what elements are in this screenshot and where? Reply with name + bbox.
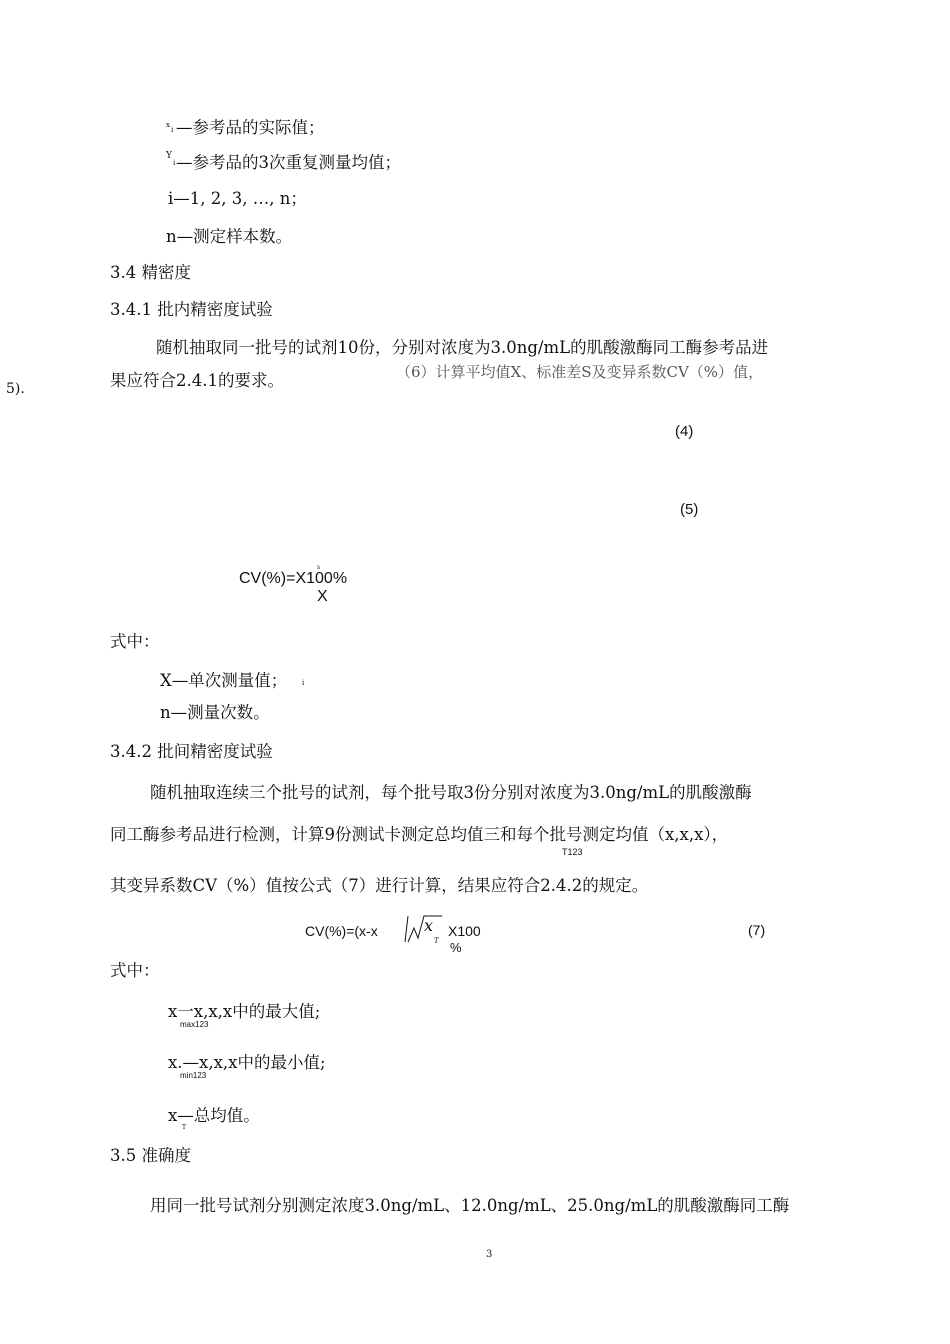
definition-x-min: x.—x,x,x中的最小值; — [168, 1053, 326, 1072]
equation-number-7: (7) — [748, 922, 766, 938]
definition-x-total-subscript: T — [182, 1124, 187, 1131]
paragraph-within-batch-line2b: （6）计算平均值X、标准差S及变异系数CV（%）值， — [396, 363, 764, 381]
xi-symbol: x — [166, 121, 170, 129]
paragraph-within-batch-line2a: 果应符合2.4.1的要求。 — [110, 371, 284, 390]
paragraph-between-batch-subscript: T123 — [562, 847, 583, 857]
paragraph-between-batch-line2: 同工酶参考品进行检测，计算9份测试卡测定总均值三和每个批号测定均值（x,x,x）， — [110, 825, 729, 844]
definition-x-subscript: i — [302, 679, 305, 687]
section-heading-precision: 3.4 精密度 — [110, 263, 191, 282]
paragraph-accuracy-line1: 用同一批号试剂分别测定浓度3.0ng/mL、12.0ng/mL、25.0ng/mL的肌酸激酶同工酶 — [150, 1196, 790, 1215]
margin-fragment: 5). — [6, 381, 25, 397]
page-number: 3 — [486, 1249, 493, 1260]
equation-number-5: (5) — [680, 501, 699, 518]
definition-i: i—1, 2, 3, …, n； — [168, 189, 307, 208]
paragraph-between-batch-line3: 其变异系数CV（%）值按公式（7）进行计算，结果应符合2.4.2的规定。 — [110, 876, 649, 895]
yi-symbol: Y — [166, 151, 172, 161]
definition-n-count: n—测量次数。 — [160, 703, 270, 722]
paragraph-within-batch-line1: 随机抽取同一批号的试剂10份，分别对浓度为3.0ng/mL的肌酸激酶同工酶参考品进 — [156, 338, 769, 357]
definition-x-max-subscript: max123 — [180, 1020, 209, 1029]
subsection-heading-between-batch: 3.4.2 批间精密度试验 — [110, 742, 273, 761]
cv-between-formula-T: T — [434, 937, 439, 945]
definition-x-max: x一x,x,x中的最大值; — [168, 1002, 321, 1021]
subsection-heading-within-batch: 3.4.1 批内精密度试验 — [110, 300, 273, 319]
formula-small-s: s — [317, 565, 320, 571]
definition-x-single: X—单次测量值； — [160, 671, 288, 690]
cv-between-formula-right: X100 — [448, 923, 481, 939]
section-heading-accuracy: 3.5 准确度 — [110, 1146, 191, 1165]
where-heading-1: 式中： — [110, 632, 160, 651]
xi-subscript: i — [171, 126, 174, 134]
where-heading-2: 式中： — [110, 961, 160, 980]
cv-between-formula-percent: % — [450, 940, 462, 955]
cv-formula-denominator: X — [317, 588, 328, 605]
cv-between-formula-x: x — [424, 916, 434, 935]
paragraph-between-batch-line1: 随机抽取连续三个批号的试剂，每个批号取3份分别对浓度为3.0ng/mL的肌酸激酶 — [150, 783, 752, 802]
cv-between-formula-left: CV(%)=(x-x — [305, 923, 378, 939]
definition-yi: —参考品的3次重复测量均值； — [176, 153, 401, 172]
definition-x-total: x—总均值。 — [168, 1106, 260, 1125]
equation-number-4: (4) — [675, 423, 694, 440]
cv-formula: CV(%)=X100% — [239, 570, 348, 587]
definition-x-min-subscript: min123 — [180, 1071, 207, 1080]
yi-subscript: i — [173, 159, 176, 167]
definition-xi: —参考品的实际值； — [176, 118, 325, 137]
definition-n: n—测定样本数。 — [166, 227, 293, 246]
